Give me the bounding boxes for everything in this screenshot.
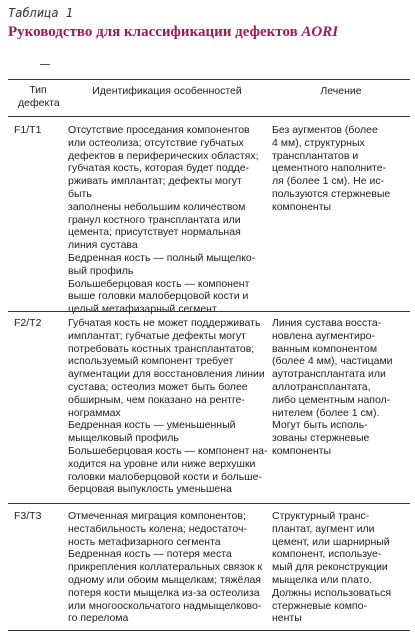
decorative-mark	[40, 64, 50, 65]
row-3-identification: Отмеченная миграция компонентов; нестабильность колена; недостаточ- ность метафизарного сегмента Бедренная кость — потеря места прикрепления коллатеральных связок к одному или обоим мыщелкам; тяжёлая потеря кости мыщелка из-за остеолиза или многооскольчатого надмыщелково- го перелома	[68, 510, 263, 625]
header-type: Тип дефекта	[18, 84, 60, 109]
table-title-main: Руководство для классификации дефектов	[8, 24, 302, 40]
row-2-type: F2/T2	[14, 317, 42, 329]
row-2-identification: Губчатая кость не может поддерживать имплантат; губчатые дефекты могут потребовать костных трансплантатов; используемый компонент требует аугментации для восстановления линии сустава; остеолиз может быть более обширным, чем показано на рентге- нограммах Бедренная кость — уменьшенный мыщелковый профиль Большеберцовая кость — компонент на- ходится на уровне или ниже верхушки головки малоберцовой кости и больше- берцовая выпуклость уменьшена	[68, 317, 268, 496]
row-3-type: F3/T3	[14, 510, 42, 522]
table-title	[8, 24, 338, 41]
row-2-treatment: Линия сустава восста- новлена аугментиро- ванным компонентом (более 4 мм), частицами аутотрансплантата или аллотрансплантата, либо цементным напол- нителем (более 1 см). Могут быть исполь- зованы стержневые компоненты	[272, 317, 393, 457]
table-caption: Таблица 1	[8, 6, 74, 20]
row-1-identification: Отсутствие проседания компонентов или остеолиза; отсутствие губчатых дефектов в периферических областях; губчатая кость, которая будет подде- рживать имплантат; дефекты могут быть заполнены небольшим количеством гранул костного трансплантата или цемента; присутствует нормальная линия сустава Бедренная кость — полный мыщелко- вый профиль Большеберцовая кость — компонент выше головки малоберцовой кости и целый метафизарный сегмент	[68, 124, 259, 316]
header-treatment: Лечение	[320, 85, 362, 97]
row-divider	[8, 503, 410, 504]
row-1-type: F1/T1	[14, 124, 42, 136]
row-1-treatment: Без аугментов (более 4 мм), структурных трансплантатов и цементного наполните- ля (более 1 см). Не ис- пользуются стержневые компоненты	[272, 124, 391, 213]
header-rule	[8, 116, 410, 117]
table-top-rule	[8, 79, 410, 80]
row-divider	[8, 311, 410, 312]
table-bottom-rule	[8, 630, 410, 631]
row-3-treatment: Структурный транс- плантат, аугмент или цемент, или шарнирный компонент, используе- мый для реконструкции мыщелка или плато. Должны использоваться стержневые компо- ненты	[272, 510, 392, 625]
header-identification: Идентификация особенностей	[92, 85, 242, 97]
table-title-abbr: AORI	[301, 24, 339, 40]
